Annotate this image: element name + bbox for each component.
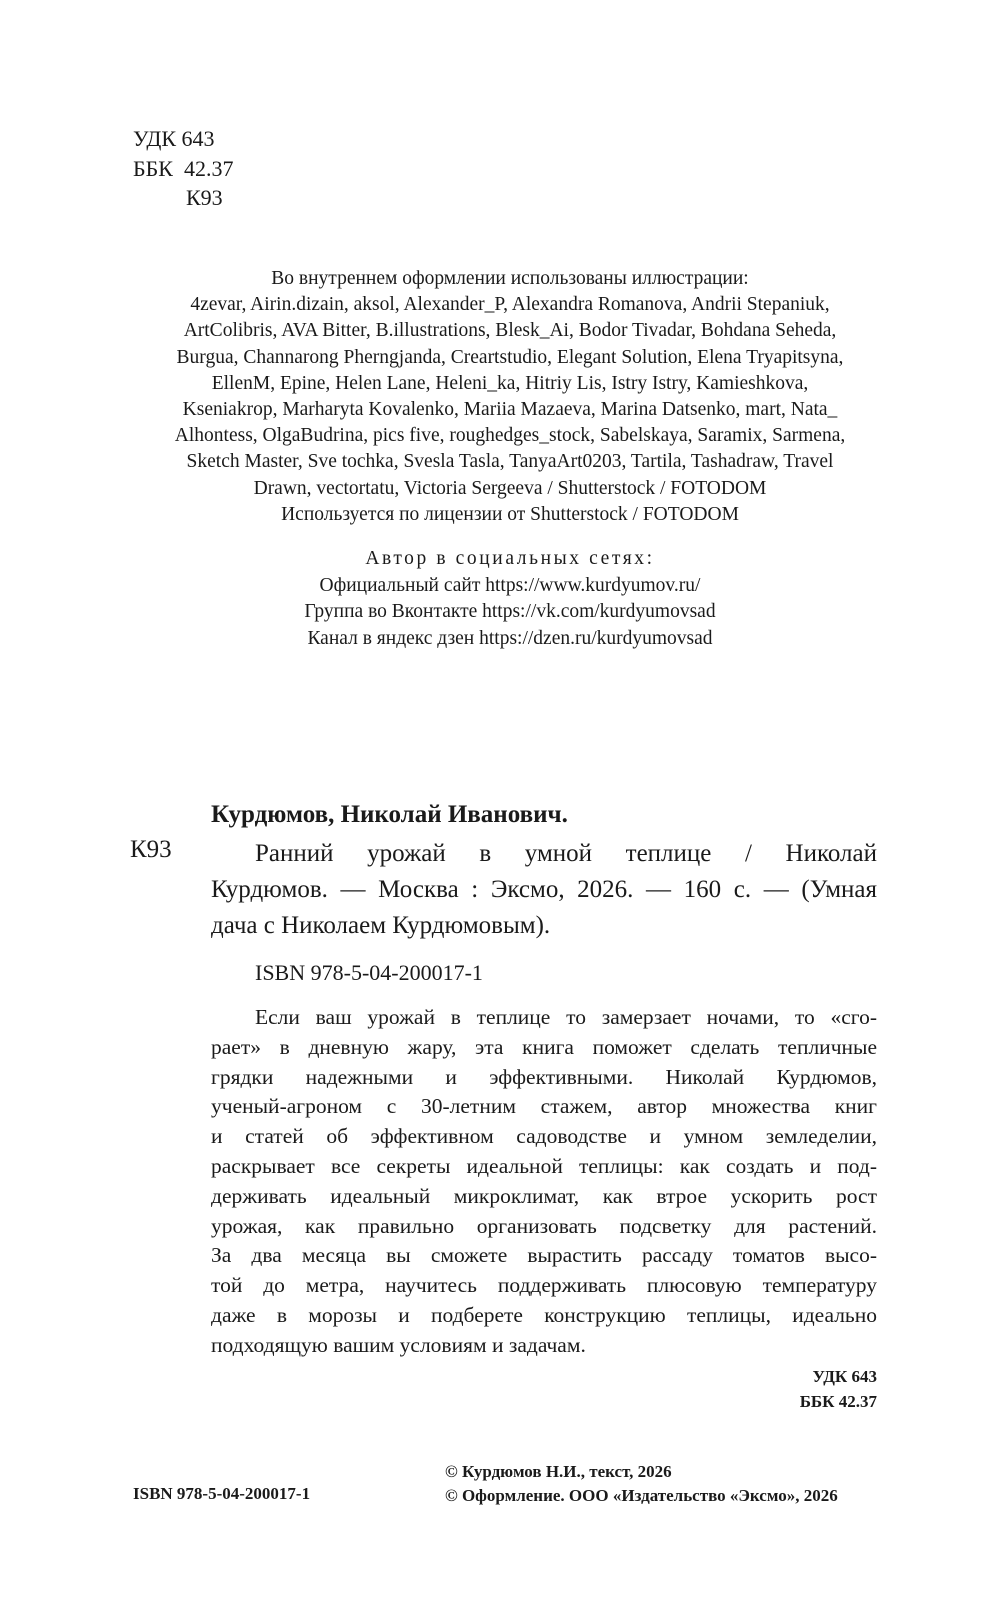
udk-code: УДК 643 [133, 126, 215, 151]
annotation [211, 1003, 877, 1361]
classification-codes [133, 124, 233, 213]
social-link-dzen: Канал в яндекс дзен https://dzen.ru/kurdyumovsad [307, 627, 713, 649]
annotation-line: ученый-агроном с 30-летним стажем, автор множества книг [211, 1094, 877, 1119]
bbk-code: ББК 42.37 [133, 155, 234, 181]
credits-line: Во внутреннем оформлении использованы иллюстрации: [271, 268, 749, 289]
description-line: Ранний урожай в умной теплице / Николай [255, 840, 877, 867]
annotation-line: той до метра, научитесь поддерживать плюсовую температуру [211, 1273, 877, 1298]
annotation-line: подходящую вашим условиям и задачам. [211, 1332, 586, 1357]
social-link-site: Официальный сайт https://www.kurdyumov.ru/ [319, 574, 701, 596]
annotation-line: грядки надежными и эффективными. Николай Курдюмов, [211, 1064, 877, 1089]
classification-bottom [800, 1364, 877, 1414]
copyright-design: © Оформление. ООО «Издательство «Эксмо», 2026 [445, 1486, 838, 1505]
annotation-line: держивать идеальный микроклимат, как втрое ускорить рост [211, 1183, 877, 1208]
credits-line: Burgua, Channarong Pherngjanda, Creartstudio, Elegant Solution, Elena Tryapitsyna, [176, 346, 844, 368]
record-isbn: ISBN 978-5-04-200017-1 [255, 960, 483, 985]
annotation-line: раскрывает все секреты идеальной теплицы: как создать и под- [211, 1153, 877, 1178]
description-line: Курдюмов. — Москва : Эксмо, 2026. — 160 с. — (Умная [211, 876, 877, 903]
credits-line: Kseniakrop, Marharyta Kovalenko, Mariia Mazaeva, Marina Datsenko, mart, Nata_ [182, 399, 838, 421]
record-description [211, 836, 877, 944]
social-link-vk: Группа во Вконтакте https://vk.com/kurdyumovsad [304, 601, 716, 622]
udk-code-bottom: УДК 643 [812, 1367, 877, 1386]
annotation-line: рает» в дневную жару, эта книга поможет сделать тепличные [211, 1034, 877, 1059]
credits-line: Используется по лицензии от Shutterstock / FOTODOM [281, 503, 739, 525]
copyright-text: © Курдюмов Н.И., текст, 2026 [445, 1462, 672, 1481]
credits-line: Drawn, vectortatu, Victoria Sergeeva / Shutterstock / FOTODOM [253, 477, 767, 499]
annotation-line: и статей об эффективном садоводстве и умном земледелии, [211, 1124, 877, 1149]
credits-line: ArtColibris, AVA Bitter, B.illustrations, Blesk_Ai, Bodor Tivadar, Bohdana Seheda, [183, 320, 837, 342]
isbn-bottom: ISBN 978-5-04-200017-1 [133, 1484, 311, 1503]
record-sign: К93 [130, 836, 172, 863]
author-sign: К93 [186, 185, 223, 210]
social-heading: Автор в социальных сетях: [365, 548, 655, 569]
copyright-block [445, 1460, 838, 1508]
annotation-line: За два месяца вы сможете вырастить рассаду томатов высо- [211, 1243, 877, 1268]
bbk-code-bottom: ББК 42.37 [799, 1392, 877, 1411]
author-social-links [100, 546, 920, 652]
illustration-credits [100, 266, 920, 528]
credits-line: Sketch Master, Sve tochka, Svesla Tasla, TanyaArt0203, Tartila, Tashadraw, Travel [186, 451, 834, 473]
annotation-line: Если ваш урожай в теплице то замерзает ночами, то «сго- [255, 1005, 877, 1029]
annotation-line: даже в морозы и подберете конструкцию теплицы, идеально [211, 1302, 877, 1327]
record-author: Курдюмов, Николай Иванович. [211, 801, 568, 828]
description-line: дача с Николаем Курдюмовым). [211, 912, 551, 939]
credits-line: Alhontess, OlgaBudrina, pics five, roughedges_stock, Sabelskaya, Saramix, Sarmena, [174, 425, 846, 447]
credits-line: EllenM, Epine, Helen Lane, Heleni_ka, Hitriy Lis, Istry Istry, Kamieshkova, [211, 372, 809, 394]
credits-line: 4zevar, Airin.dizain, aksol, Alexander_P, Alexandra Romanova, Andrii Stepaniuk, [190, 294, 830, 316]
annotation-line: урожая, как правильно организовать подсветку для растений. [211, 1213, 877, 1238]
